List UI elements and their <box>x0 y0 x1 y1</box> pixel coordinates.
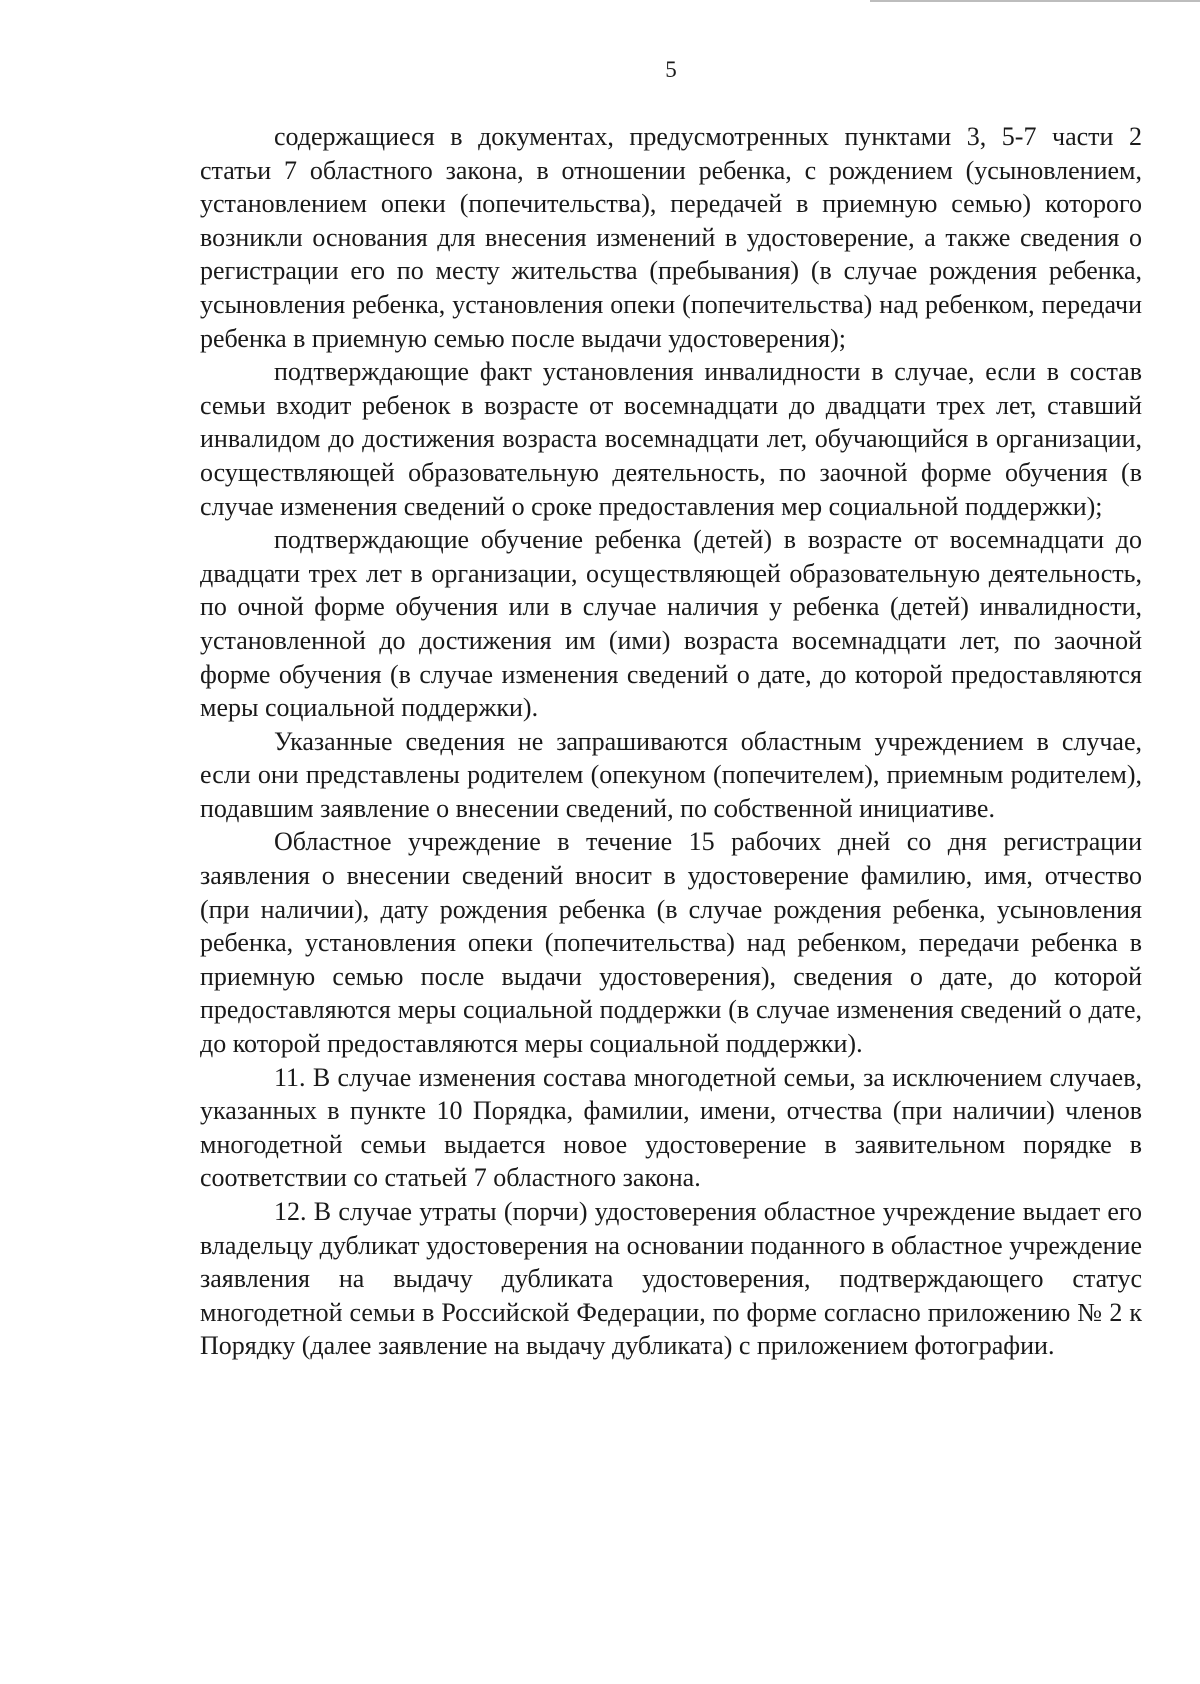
paragraph-education-confirmation: подтверждающие обучение ребенка (детей) в возрасте от восемнадцати до двадцати трех лет в организации, осуществляющей образовательную деятельность, по очной форме обучения или в случае наличия у ребенка (детей) инвалидности, установленной до достижения им (ими) возраста восемнадцати лет, по заочной форме обучения (в случае изменения сведений о дате, до которой предоставляются меры социальной поддержки). <box>200 525 1142 723</box>
paragraph-item-12: 12. В случае утраты (порчи) удостоверения областное учреждение выдает его владельцу дубликат удостоверения на основании поданного в областное учреждение заявления на выдачу дубликата удостоверения, подтверждающего статус многодетной семьи в Российской Федерации, по форме согласно приложению № 2 к Порядку (далее заявление на выдачу дубликата) с приложением фотографии. <box>200 1197 1142 1361</box>
paragraph-not-requested: Указанные сведения не запрашиваются областным учреждением в случае, если они представлены родителем (опекуном (попечителем), приемным родителем), подавшим заявление о внесении сведений, по собственной инициативе. <box>200 726 1142 823</box>
paragraph-documents-info: содержащиеся в документах, предусмотренных пунктами 3, 5-7 части 2 статьи 7 областного закона, в отношении ребенка, с рождением (усыновлением, установлением опеки (попечительства), передачей в приемную семью) которого возникли основания для внесения изменений в удостоверение, а также сведения о регистрации его по месту жительства (пребывания) (в случае рождения ребенка, усыновления ребенка, установления опеки (попечительства) над ребенком, передачи ребенка в приемную семью после выдачи удостоверения); <box>200 122 1142 353</box>
scan-edge-line <box>870 0 1200 2</box>
document-body <box>200 120 1142 1363</box>
page-number: 5 <box>665 57 677 82</box>
paragraph-item-11: 11. В случае изменения состава многодетной семьи, за исключением случаев, указанных в пункте 10 Порядка, фамилии, имени, отчества (при наличии) членов многодетной семьи выдается новое удостоверение в заявительном порядке в соответствии со статьей 7 областного закона. <box>200 1062 1142 1193</box>
paragraph-disability-confirmation: подтверждающие факт установления инвалидности в случае, если в состав семьи входит ребенок в возрасте от восемнадцати до двадцати трех лет, ставший инвалидом до достижения возраста восемнадцати лет, обучающийся в организации, осуществляющей образовательную деятельность, по заочной форме обучения (в случае изменения сведений о сроке предоставления мер социальной поддержки); <box>200 357 1142 521</box>
paragraph-regional-institution-term: Областное учреждение в течение 15 рабочих дней со дня регистрации заявления о внесении сведений вносит в удостоверение фамилию, имя, отчество (при наличии), дату рождения ребенка (в случае рождения ребенка, усыновления ребенка, установления опеки (попечительства) над ребенком, передачи ребенка в приемную семью после выдачи удостоверения), сведения о дате, до которой предоставляются меры социальной поддержки (в случае изменения сведений о дате, до которой предоставляются меры социальной поддержки). <box>200 827 1142 1059</box>
